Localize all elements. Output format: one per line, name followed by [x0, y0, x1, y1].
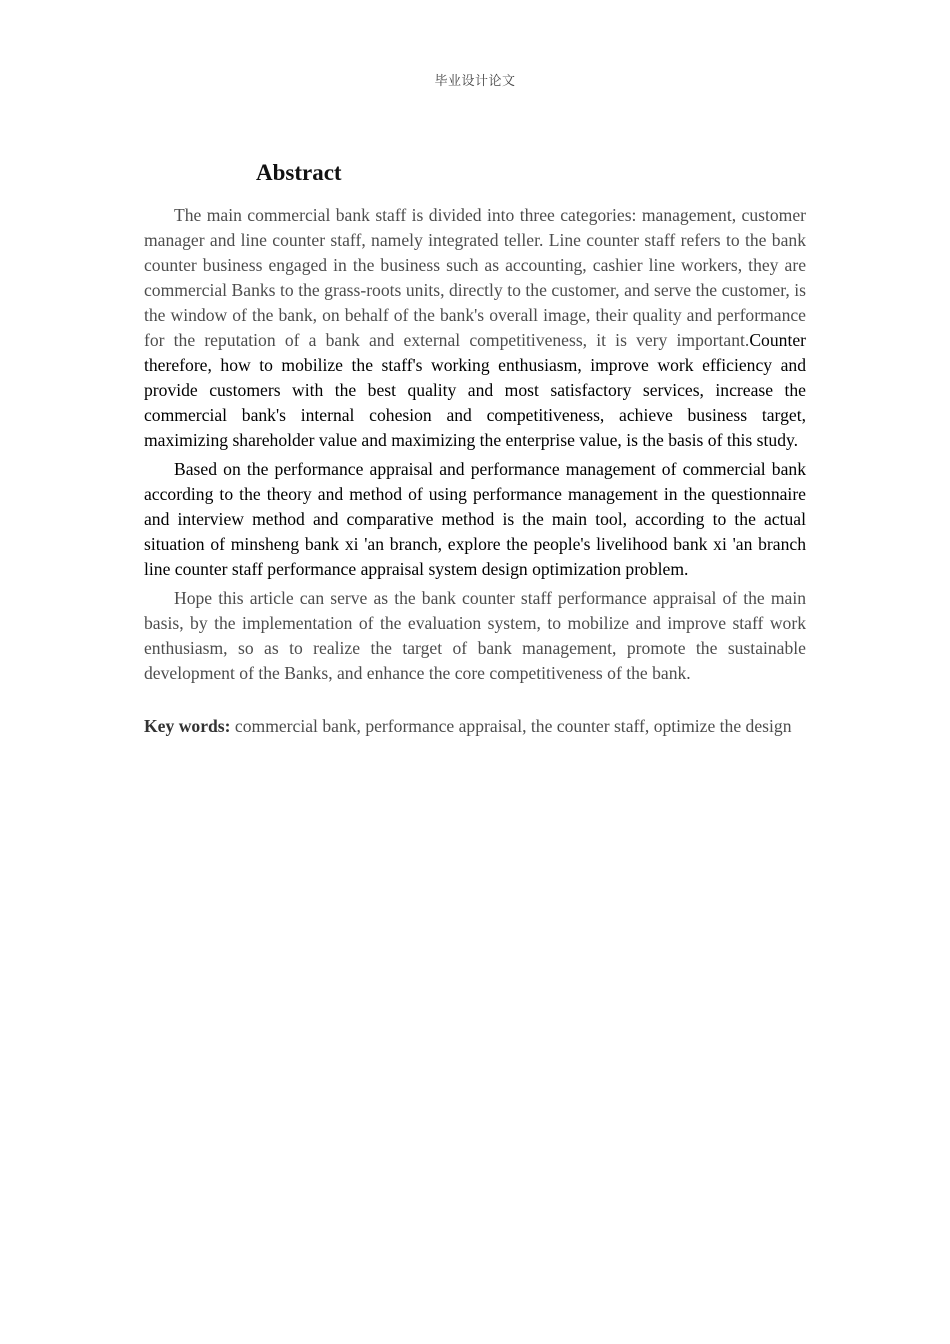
- keywords-line: [144, 714, 806, 739]
- abstract-heading: Abstract: [256, 160, 342, 185]
- paragraph-1-black-text: Counter therefore, how to mobilize the staff's working enthusiasm, improve work efficiency and provide customers with the best quality and most satisfactory services, increase the commercial bank's internal cohesion and competitiveness, achieve business target, maximizing shareholder value and maximizing the enterprise value, is the basis of this study.: [144, 330, 806, 450]
- paragraph-1-gray-text: The main commercial bank staff is divided into three categories: management, customer manager and line counter staff, namely integrated teller. Line counter staff refers to the bank counter business engaged in the business such as accounting, cashier line workers, they are commercial Banks to the grass-roots units, directly to the customer, and serve the customer, is the window of the bank, on behalf of the bank's overall image, their quality and performance for the reputation of a bank and external competitiveness, it is very important.: [144, 205, 806, 350]
- abstract-paragraph-3: Hope this article can serve as the bank counter staff performance appraisal of the main basis, by the implementation of the evaluation system, to mobilize and improve staff work enthusiasm, so as to realize the target of bank management, promote the sustainable development of the Banks, and enhance the core competitiveness of the bank.: [144, 588, 806, 683]
- keywords-text: commercial bank, performance appraisal, the counter staff, optimize the design: [230, 716, 792, 736]
- keywords-label: Key words:: [144, 716, 231, 736]
- abstract-paragraph-2: Based on the performance appraisal and performance management of commercial bank according to the theory and method of using performance management in the questionnaire and interview method and comparative method is the main tool, according to the actual situation of minsheng bank xi 'an branch, explore the people's livelihood bank xi 'an branch line counter staff performance appraisal system design optimization problem.: [144, 459, 806, 579]
- abstract-paragraph-1: [144, 203, 806, 453]
- abstract-body: [144, 203, 806, 739]
- running-header: 毕业设计论文: [434, 74, 516, 89]
